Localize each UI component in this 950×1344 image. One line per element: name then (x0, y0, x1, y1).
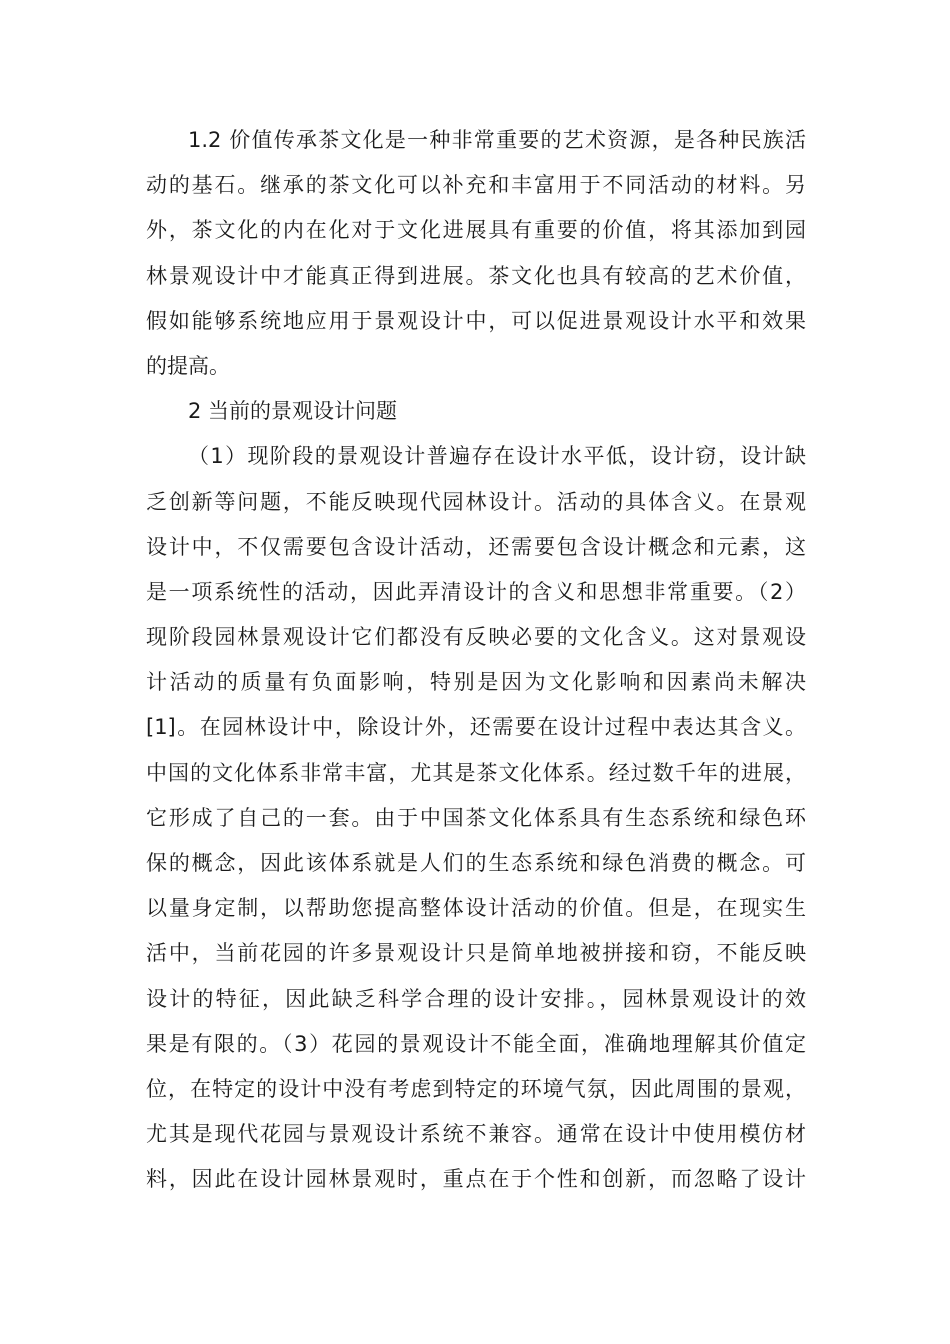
text-line: 它形成了自己的一套。由于中国茶文化体系具有生态系统和绿色环 (146, 805, 806, 830)
text-line: 现阶段园林景观设计它们都没有反映必要的文化含义。这对景观设 (146, 625, 806, 650)
text-line: 动的基石。继承的茶文化可以补充和丰富用于不同活动的材料。另 (146, 173, 806, 198)
text-line: （1）现阶段的景观设计普遍存在设计水平低，设计窃，设计缺 (188, 444, 806, 469)
text-line: 果是有限的。（3）花园的景观设计不能全面，准确地理解其价值定 (146, 1031, 806, 1056)
text-line: 的提高。 (146, 353, 230, 378)
text-line: 假如能够系统地应用于景观设计中，可以促进景观设计水平和效果 (146, 308, 806, 333)
text-line: 尤其是现代花园与景观设计系统不兼容。通常在设计中使用模仿材 (146, 1122, 806, 1147)
text-line: 计活动的质量有负面影响，特别是因为文化影响和因素尚未解决 (146, 670, 806, 695)
text-line: 料，因此在设计园林景观时，重点在于个性和创新，而忽略了设计 (146, 1167, 806, 1192)
text-line: 设计的特征，因此缺乏科学合理的设计安排。，园林景观设计的效 (146, 986, 806, 1011)
text-line: 乏创新等问题，不能反映现代园林设计。活动的具体含义。在景观 (146, 489, 806, 514)
text-line: 是一项系统性的活动，因此弄清设计的含义和思想非常重要。（2） (146, 579, 806, 604)
text-line: 设计中，不仅需要包含设计活动，还需要包含设计概念和元素，这 (146, 534, 806, 559)
text-line: 以量身定制，以帮助您提高整体设计活动的价值。但是，在现实生 (146, 896, 806, 921)
text-line: 外，茶文化的内在化对于文化进展具有重要的价值，将其添加到园 (146, 218, 806, 243)
text-line: [1]。在园林设计中，除设计外，还需要在设计过程中表达其含义。 (146, 715, 806, 740)
text-line: 位，在特定的设计中没有考虑到特定的环境气氛，因此周围的景观， (146, 1076, 806, 1101)
section-heading: 2 当前的景观设计问题 (188, 399, 398, 424)
document-body (146, 118, 806, 1203)
text-line: 保的概念，因此该体系就是人们的生态系统和绿色消费的概念。可 (146, 851, 806, 875)
text-line: 中国的文化体系非常丰富，尤其是茶文化体系。经过数千年的进展， (146, 760, 806, 785)
text-line: 1.2 价值传承茶文化是一种非常重要的艺术资源，是各种民族活 (188, 128, 806, 152)
text-line: 活中，当前花园的许多景观设计只是简单地被拼接和窃，不能反映 (146, 941, 806, 966)
text-line: 林景观设计中才能真正得到进展。茶文化也具有较高的艺术价值， (146, 263, 806, 288)
